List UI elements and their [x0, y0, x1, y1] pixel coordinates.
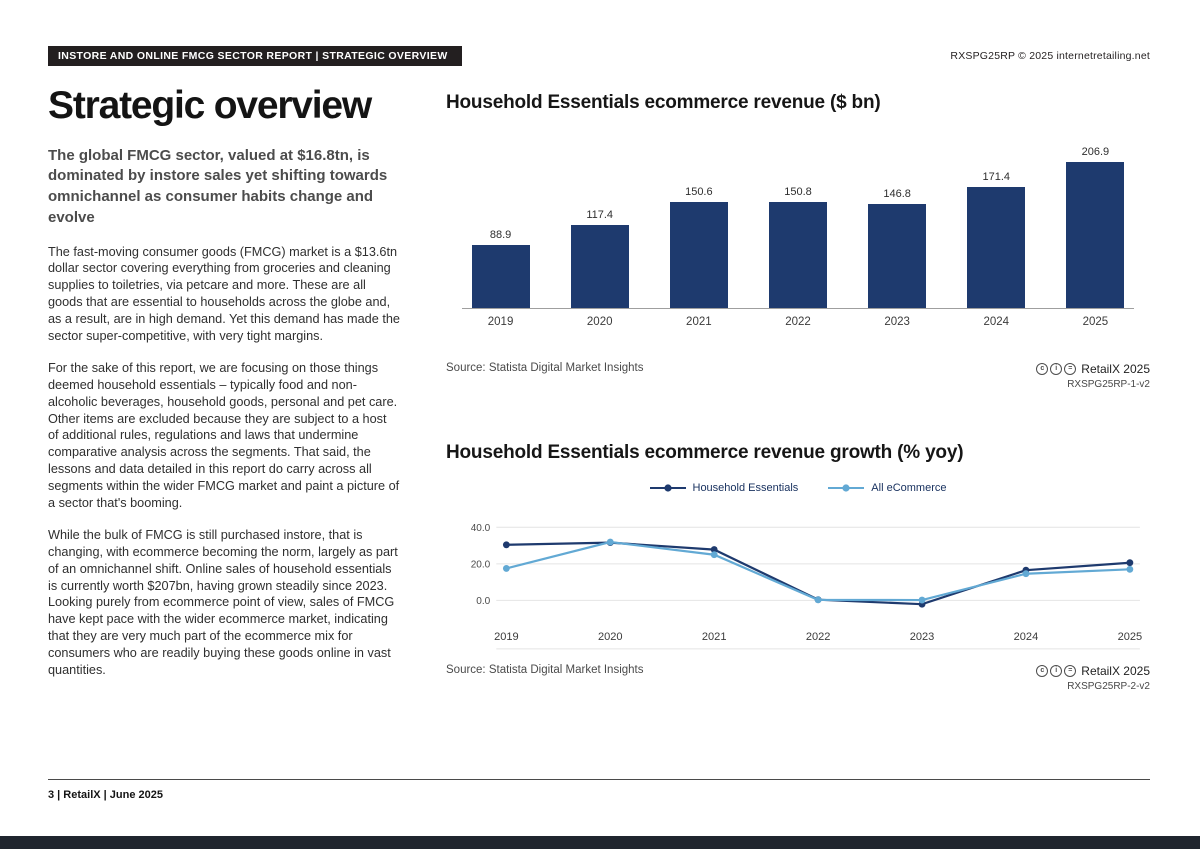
bottom-bar	[0, 836, 1200, 849]
x-axis-label: 2020	[597, 630, 623, 643]
chart-ref-code: RXSPG25RP-2-v2	[1067, 680, 1150, 692]
x-axis-label: 2021	[701, 630, 727, 643]
bar	[769, 202, 827, 308]
bar-column	[958, 140, 1035, 308]
bar-value-label: 171.4	[982, 171, 1011, 183]
bar-value-label: 150.6	[685, 186, 713, 198]
cc-license-icons	[1036, 363, 1076, 375]
charts-column	[400, 86, 1150, 692]
chart-attribution	[1036, 362, 1150, 390]
bar-column	[1057, 140, 1134, 308]
x-axis-label: 2023	[884, 316, 910, 328]
bar-value-label: 146.8	[883, 188, 911, 200]
bar-chart-bars	[462, 140, 1134, 308]
x-axis-label: 2019	[494, 630, 519, 643]
y-tick-label: 40.0	[470, 522, 491, 534]
x-axis-label: 2024	[983, 316, 1010, 328]
page-content	[48, 86, 1150, 692]
article-paragraph: For the sake of this report, we are focusing on those things deemed household essentials – typically food and non-alcoholic beverages, household goods, personal and pet care. Other items are excluded because they are subject to a host of additional rules, regulations and laws that undermine comparative analysis across the segments. That said, the lessons and data detailed in this report do carry across all segments within the wider FMCG market and paint a picture of a sector that's booming.	[48, 360, 400, 510]
article-paragraph: While the bulk of FMCG is still purchased instore, that is changing, with ecommerce becoming the norm, largely as part of an omnichannel shift. Online sales of household essentials is currently worth $207bn, having grown steadily since 2023. Looking purely from ecommerce point of view, sales of FMCG have kept pace with the wider ecommerce market, indicating that they are very much part of the ecommerce mix for consumers who are readily buying these goods online in vast quantities.	[48, 527, 398, 677]
legend-label: All eCommerce	[871, 482, 947, 494]
cc-license-icon: c	[1036, 363, 1048, 375]
cc-license-icon: =	[1064, 665, 1076, 677]
data-point	[815, 596, 822, 603]
bar-chart-title: Household Essentials ecommerce revenue ($ bn)	[446, 92, 881, 113]
y-tick-label: 0.0	[476, 595, 491, 607]
line-chart-title: Household Essentials ecommerce revenue growth (% yoy)	[446, 442, 964, 463]
legend-dot	[843, 484, 850, 491]
bar	[967, 187, 1025, 308]
article-column	[48, 86, 400, 692]
x-axis-label: 2019	[487, 316, 514, 328]
bar	[571, 225, 629, 308]
bar-value-label: 206.9	[1081, 146, 1110, 158]
bar-column	[561, 140, 638, 308]
bar-value-label: 150.8	[784, 186, 812, 198]
cc-license-icon: c	[1036, 665, 1048, 677]
legend-item	[650, 482, 799, 494]
line-chart-footer	[446, 664, 1150, 692]
legend-item	[828, 482, 946, 494]
legend-marker-icon	[650, 483, 686, 493]
bar-chart-xaxis	[462, 308, 1134, 328]
legend-label: Household Essentials	[692, 482, 799, 494]
attribution-line	[1036, 362, 1150, 376]
chart-attribution	[1036, 664, 1150, 692]
bar-column	[859, 140, 936, 308]
article-paragraphs	[48, 244, 400, 679]
cc-license-icon: =	[1064, 363, 1076, 375]
bar-column	[462, 140, 539, 308]
report-code-copyright: RXSPG25RP © 2025 internetretailing.net	[950, 50, 1150, 62]
data-point	[919, 597, 926, 604]
page-footer	[48, 779, 1150, 801]
bar-chart-section	[446, 92, 1150, 390]
x-axis-label: 2023	[909, 630, 935, 643]
cc-license-icon: i	[1050, 363, 1062, 375]
line-series	[506, 542, 1130, 600]
legend-dot	[664, 484, 671, 491]
legend-marker-icon	[828, 483, 864, 493]
data-point	[503, 541, 510, 548]
line-chart-section	[446, 442, 1150, 692]
bar-column	[660, 140, 737, 308]
bar-column	[759, 140, 836, 308]
bar-value-label: 117.4	[586, 209, 614, 221]
data-point	[1023, 570, 1030, 577]
bar	[670, 202, 728, 308]
data-point	[1126, 559, 1133, 566]
article-paragraph: The fast-moving consumer goods (FMCG) market is a $13.6tn dollar sector covering everything from groceries and cleaning supplies to toiletries, via petcare and more. These are all goods that are essential to households across the globe and, as a result, are in high demand. Yet this demand has made the sector super-competitive, with very tight margins.	[48, 244, 400, 343]
data-point	[711, 551, 718, 558]
chart-source: Source: Statista Digital Market Insights	[446, 362, 644, 374]
retailx-credit: RetailX 2025	[1081, 362, 1150, 376]
retailx-credit: RetailX 2025	[1081, 663, 1150, 678]
article-intro: The global FMCG sector, valued at $16.8tn, is dominated by instore sales yet shifting towards omnichannel as consumer habits change and evolve	[48, 146, 388, 226]
page-title: Strategic overview	[48, 84, 372, 127]
cc-license-icons	[1036, 665, 1076, 677]
x-axis-label: 2022	[805, 630, 831, 643]
cc-license-icon: i	[1050, 665, 1062, 677]
x-axis-label: 2025	[1082, 316, 1109, 328]
line-chart-svg	[446, 498, 1150, 654]
line-chart-legend	[446, 482, 1150, 494]
chart-source: Source: Statista Digital Market Insights	[446, 663, 644, 676]
x-axis-label: 2025	[1117, 630, 1143, 643]
y-tick-label: 20.0	[470, 559, 491, 571]
bar	[472, 245, 530, 308]
bar-chart-footer	[446, 362, 1150, 390]
x-axis-label: 2024	[1013, 630, 1039, 643]
data-point	[607, 539, 614, 546]
bar-chart	[446, 140, 1150, 328]
page-header	[48, 46, 1150, 66]
attribution-line	[1036, 664, 1150, 678]
bar	[868, 204, 926, 308]
page-number-label: 3 | RetailX | June 2025	[48, 789, 163, 801]
bar	[1066, 162, 1124, 308]
report-section-badge: INSTORE AND ONLINE FMCG SECTOR REPORT | STRATEGIC OVERVIEW	[48, 46, 462, 66]
x-axis-label: 2021	[686, 316, 712, 328]
x-axis-label: 2020	[586, 316, 613, 328]
data-point	[503, 565, 510, 572]
data-point	[1126, 566, 1133, 573]
x-axis-label: 2022	[785, 316, 811, 328]
chart-ref-code: RXSPG25RP-1-v2	[1067, 379, 1150, 390]
bar-value-label: 88.9	[489, 229, 512, 241]
